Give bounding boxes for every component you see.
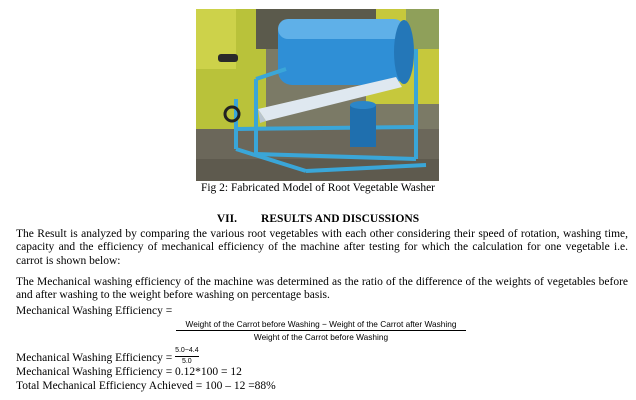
formula-denominator: Weight of the Carrot before Washing <box>253 332 389 342</box>
fraction-bar <box>176 330 466 331</box>
section-heading <box>0 213 636 226</box>
figure-caption: Fig 2: Fabricated Model of Root Vegetable Washer <box>200 182 436 194</box>
paragraph-analysis: The Result is analyzed by comparing the various root vegetables with each other considering their speed of rotation, washing time, capacity and the efficiency of mechanical efficiency of the machine after testing for which the calculation for one vegetable i.e. carrot is shown below: <box>16 228 628 267</box>
formula-label: Mechanical Washing Efficiency = <box>16 305 173 317</box>
section-title: RESULTS AND DISCUSSIONS <box>261 213 420 225</box>
formula-numerator: Weight of the Carrot before Washing − Weight of the Carrot after Washing <box>185 319 457 329</box>
calculation-step1-denominator: 5.0 <box>181 358 192 365</box>
calculation-step2: Mechanical Washing Efficiency = 0.12*100 = 12 <box>16 366 242 378</box>
formula-fraction <box>176 319 466 342</box>
fraction-bar <box>175 356 199 357</box>
paragraph-efficiency-definition: The Mechanical washing efficiency of the machine was determined as the ratio of the difference of the weights of vegetables before and after washing to the weight before washing on percentage basis. <box>16 276 628 302</box>
figure-photo-root-vegetable-washer <box>196 9 439 181</box>
calculation-step1-numerator: 5.0−4.4 <box>175 347 199 354</box>
washer-photo-illustration <box>196 9 439 181</box>
calculation-step1-fraction <box>175 347 199 366</box>
calculation-total: Total Mechanical Efficiency Achieved = 100 – 12 =88% <box>16 380 276 392</box>
calculation-step1-label: Mechanical Washing Efficiency = <box>16 352 173 365</box>
section-number: VII. <box>216 213 238 225</box>
